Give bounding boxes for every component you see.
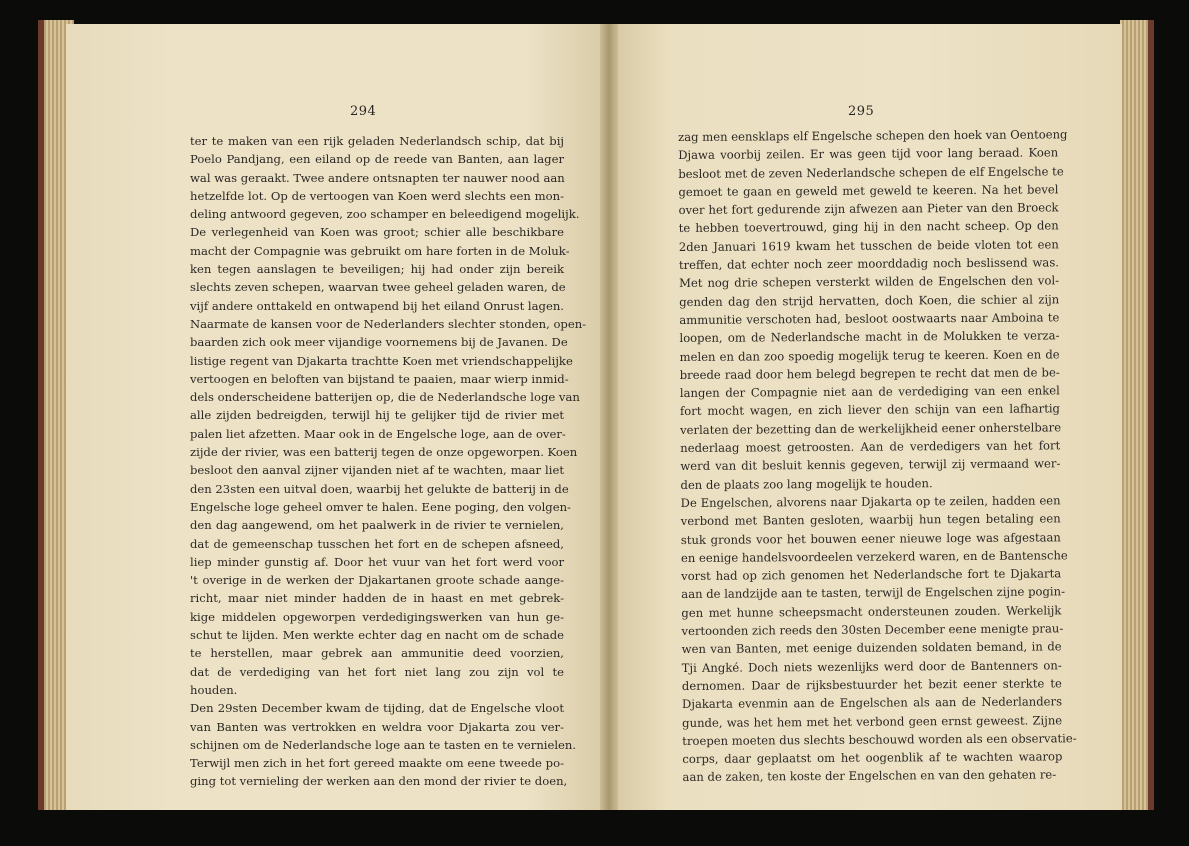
text-line: den de plaats zoo lang mogelijk te houden. bbox=[680, 475, 933, 492]
text-line: verbond met Banten gesloten, waarbij hun tegen betaling een bbox=[680, 511, 1061, 529]
text-line: vertoogen en beloften van bijstand te paaien, maar wierp inmid- bbox=[190, 371, 569, 386]
text-line: dels onderscheidene batterijen op, die de Nederlandsche loge van bbox=[190, 390, 580, 405]
text-line: gemoet te gaan en geweld met geweld te keeren. Na het bevel bbox=[678, 182, 1059, 199]
text-line: vertoonden zich reeds den 30sten December eene menigte prau- bbox=[681, 621, 1064, 639]
text-line: Poelo Pandjang, een eiland op de reede van Banten, aan lager bbox=[190, 152, 564, 167]
text-line: zijde der rivier, was een batterij tegen de onze opgeworpen. Koen bbox=[190, 445, 578, 460]
text-line: vorst had op zich genomen het Nederlandsche fort te Djakarta bbox=[681, 566, 1062, 584]
text-line: houden. bbox=[190, 682, 238, 697]
text-line: corps, daar geplaatst om het oogenblik af te wachten waarop bbox=[682, 749, 1063, 767]
text-line: wal was geraakt. Twee andere ontsnapten ter nauwer nood aan bbox=[190, 170, 565, 185]
text-line: ken tegen aanslagen te beveiligen; hij had onder zijn bereik bbox=[190, 262, 564, 277]
text-line: dat de verdediging van het fort niet lang zou zijn vol te bbox=[190, 664, 564, 679]
right-page-text bbox=[678, 125, 1077, 786]
text-line: De verlegenheid van Koen was groot; schier alle beschikbare bbox=[190, 225, 564, 240]
text-line: den dag aangewend, om het paalwerk in de rivier te vernielen, bbox=[190, 518, 564, 533]
text-line: nederlaag moest getroosten. Aan de verdedigers van het fort bbox=[680, 438, 1061, 456]
text-line: hetzelfde lot. Op de vertoogen van Koen werd slechts een mon- bbox=[190, 188, 564, 203]
text-line: fort mocht wagen, en zich liever den schijn van een lafhartig bbox=[679, 401, 1061, 419]
text-line: ammunitie verschoten had, besloot oostwaarts naar Amboina te bbox=[679, 310, 1060, 327]
text-line: vijf andere onttakeld en ontwapend bij het eiland Onrust lagen. bbox=[190, 298, 564, 313]
text-line: besloot den aanval zijner vijanden niet af te wachten, maar liet bbox=[190, 463, 564, 478]
text-line: aan de zaken, ten koste der Engelschen en van den gehaten re- bbox=[682, 767, 1057, 785]
text-line: Terwijl men zich in het fort gereed maakte om eene tweede po- bbox=[190, 756, 564, 771]
text-line: van Banten was vertrokken en weldra voor Djakarta zou ver- bbox=[190, 719, 564, 734]
text-line: listige regent van Djakarta trachtte Koen met vriendschappelijke bbox=[190, 353, 573, 368]
text-line: aan de landzijde aan te tasten, terwijl de Engelschen zijne pogin- bbox=[681, 584, 1066, 602]
text-line: melen en dan zoo spoedig mogelijk terug te keeren. Koen en de bbox=[679, 346, 1060, 364]
text-line: dat de gemeenschap tusschen het fort en de schepen afsneed, bbox=[190, 536, 564, 551]
text-line: schut te lijden. Men werkte echter dag en nacht om de schade bbox=[190, 628, 564, 643]
text-line: besloot met de zeven Nederlandsche schepen de elf Engelsche te bbox=[678, 163, 1064, 181]
book-gutter bbox=[600, 24, 618, 810]
text-line: loopen, om de Nederlandsche macht in de Molukken te verza- bbox=[679, 328, 1060, 346]
text-line: 2den Januari 1619 kwam het tusschen de beide vloten tot een bbox=[678, 237, 1059, 254]
text-line: 't overige in de werken der Djakartanen groote schade aange- bbox=[190, 573, 564, 588]
text-line: langen der Compagnie niet aan de verdediging van een enkel bbox=[679, 383, 1060, 401]
text-line: te hebben toevertrouwd, ging hij in den nacht scheep. Op den bbox=[678, 218, 1059, 236]
page-edges-right bbox=[1120, 20, 1154, 810]
text-line: Djakarta evenmin aan de Engelschen als aan de Nederlanders bbox=[681, 694, 1063, 712]
text-line: kige middelen opgeworpen verdedigingswerken van hun ge- bbox=[190, 609, 564, 624]
text-line: dernomen. Daar de rijksbestuurder het bezit eener sterkte te bbox=[681, 676, 1062, 693]
text-line: Den 29sten December kwam de tijding, dat de Engelsche vloot bbox=[190, 701, 564, 716]
text-line: den 23sten een uitval doen, waarbij het gelukte de batterij in de bbox=[190, 481, 569, 496]
left-page-text bbox=[190, 132, 587, 791]
text-line: Naarmate de kansen voor de Nederlanders slechter stonden, open- bbox=[190, 316, 587, 331]
text-line: breede raad door hem belegd begrepen te recht dat men de be- bbox=[679, 365, 1060, 382]
text-line: gunde, was het hem met het verbond geen ernst geweest. Zijne bbox=[682, 712, 1063, 730]
text-line: wen van Banten, met eenige duizenden soldaten bemand, in de bbox=[681, 639, 1062, 657]
text-line: gen met hunne scheepsmacht ondersteunen zouden. Werkelijk bbox=[681, 603, 1062, 620]
text-line: treffen, dat echter noch zeer moorddadig noch beslissend was. bbox=[678, 255, 1059, 273]
text-line: slechts zeven schepen, waarvan twee geheel geladen waren, de bbox=[190, 280, 566, 295]
text-line: baarden zich ook meer vijandige voornemens bij de Javanen. De bbox=[190, 335, 568, 350]
text-line: Djawa voorbij zeilen. Er was geen tijd voor lang beraad. Koen bbox=[678, 145, 1059, 163]
text-line: macht der Compagnie was gebruikt om hare forten in de Moluk- bbox=[190, 243, 570, 258]
page-number-left: 294 bbox=[350, 104, 377, 119]
left-page bbox=[66, 24, 606, 810]
text-line: werd van dit besluit kennis gegeven, terwijl zij vermaand wer- bbox=[680, 456, 1061, 474]
text-line: liep minder gunstig af. Door het vuur van het fort werd voor bbox=[190, 554, 564, 569]
text-line: palen liet afzetten. Maar ook in de Engelsche loge, aan de over- bbox=[190, 426, 566, 441]
text-line: over het fort gedurende zijn afwezen aan Pieter van den Broeck bbox=[678, 200, 1059, 218]
text-line: alle zijden bedreigden, terwijl hij te gelijker tijd de rivier met bbox=[190, 408, 564, 423]
text-line: Tji Angké. Doch niets wezenlijks werd door de Bantenners on- bbox=[681, 657, 1062, 675]
text-line: troepen moeten dus slechts beschouwd worden als een observatie- bbox=[682, 731, 1077, 748]
text-line: richt, maar niet minder hadden de in haast en met gebrek- bbox=[190, 591, 564, 606]
text-line: verlaten der bezetting dan de werkelijkheid eener onherstelbare bbox=[680, 420, 1062, 437]
text-line: ter te maken van een rijk geladen Nederlandsch schip, dat bij bbox=[190, 134, 564, 148]
text-line: De Engelschen, alvorens naar Djakarta op te zeilen, hadden een bbox=[680, 493, 1061, 510]
text-line: en eenige handelsvoordeelen verzekerd waren, en de Bantensche bbox=[680, 548, 1068, 565]
text-line: te herstellen, maar gebrek aan ammunitie deed voorzien, bbox=[190, 646, 564, 661]
text-line: genden dag den strijd hervatten, doch Koen, die schier al zijn bbox=[679, 292, 1060, 309]
text-line: stuk gronds voor het bouwen eener nieuwe loge was afgestaan bbox=[680, 529, 1061, 547]
right-page bbox=[610, 24, 1122, 810]
text-line: Engelsche loge geheel omver te halen. Eene poging, den volgen- bbox=[190, 499, 571, 514]
text-line: deling antwoord gegeven, zoo schamper en beleedigend mogelijk. bbox=[190, 207, 580, 222]
text-line: Met nog drie schepen versterkt wilden de Engelschen den vol- bbox=[679, 273, 1060, 291]
text-line: ging tot vernieling der werken aan den mond der rivier te doen, bbox=[190, 774, 568, 789]
text-line: zag men eensklaps elf Engelsche schepen den hoek van Oentoeng bbox=[678, 127, 1068, 144]
page-number-right: 295 bbox=[848, 104, 875, 119]
text-line: schijnen om de Nederlandsche loge aan te tasten en te vernielen. bbox=[190, 737, 577, 752]
